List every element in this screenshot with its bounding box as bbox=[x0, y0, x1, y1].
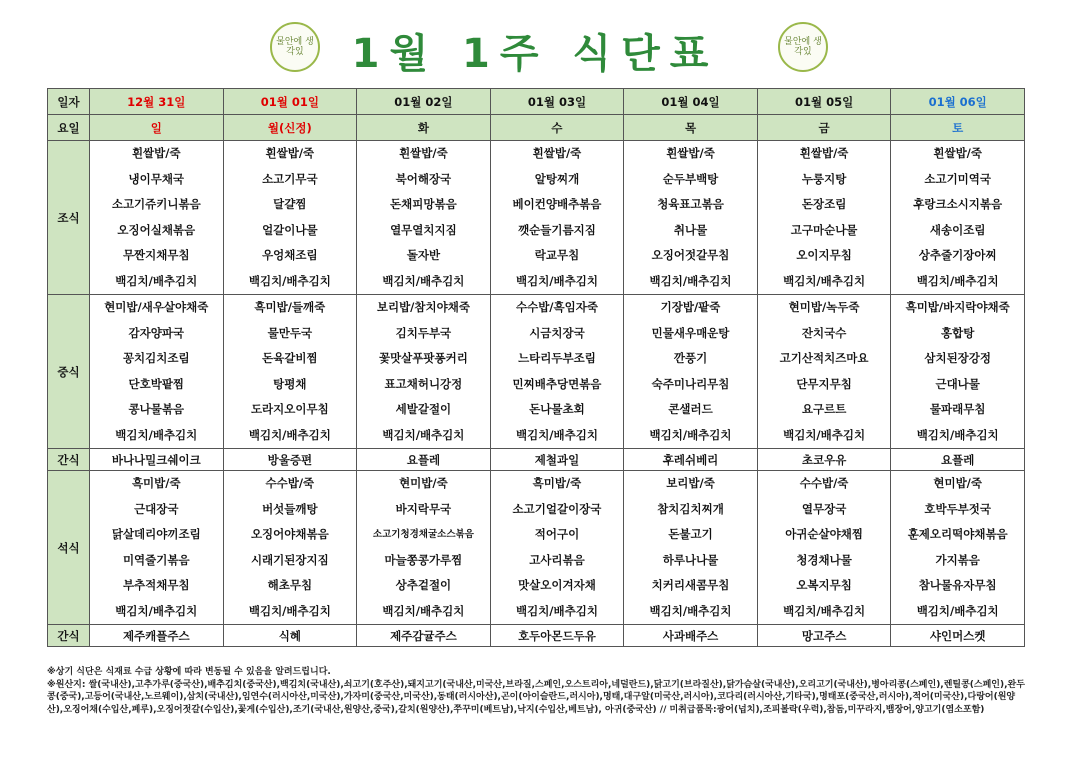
snack-cell: 망고주스 bbox=[757, 625, 891, 647]
lunch-cell bbox=[757, 295, 891, 449]
menu-item: 민물새우매운탕 bbox=[651, 325, 730, 340]
breakfast-cell bbox=[90, 141, 224, 295]
page-title: 1월 1주 식단표 bbox=[351, 31, 719, 77]
menu-item: 열무열치지짐 bbox=[390, 222, 457, 237]
menu-item: 후랑크소시지볶음 bbox=[913, 197, 1003, 211]
menu-item: 청육표고볶음 bbox=[657, 197, 724, 211]
menu-item: 순두부백탕 bbox=[662, 171, 719, 186]
row-header-day: 요일 bbox=[48, 115, 90, 141]
menu-item: 백김치/배추김치 bbox=[783, 273, 866, 288]
menu-item: 시금치장국 bbox=[529, 325, 585, 340]
menu-item: 흰쌀밥/죽 bbox=[399, 146, 448, 160]
menu-item: 돈육갈비찜 bbox=[262, 351, 318, 365]
menu-item: 현미밥/죽 bbox=[399, 476, 448, 490]
menu-item: 훈제오리떡야채볶음 bbox=[907, 527, 1008, 541]
menu-item: 흑미밥/죽 bbox=[131, 476, 181, 490]
menu-item: 오징어젓갈무침 bbox=[651, 248, 730, 262]
menu-item: 고기산적치즈마요 bbox=[779, 351, 869, 365]
menu-item: 백김치/배추김치 bbox=[515, 273, 598, 288]
notes-line-1: ※상기 식단은 식재료 수급 상황에 따라 변동될 수 있음을 알려드립니다. bbox=[47, 667, 331, 677]
menu-item: 돈불고기 bbox=[668, 527, 713, 541]
menu-item: 깐풍기 bbox=[673, 351, 708, 365]
date-cell: 01월 05일 bbox=[757, 89, 891, 115]
menu-item: 참치김치찌개 bbox=[657, 501, 724, 516]
menu-item: 취나물 bbox=[673, 222, 708, 237]
table-row bbox=[48, 625, 1025, 647]
menu-item: 백김치/배추김치 bbox=[916, 427, 999, 442]
snack-cell: 후레쉬베리 bbox=[624, 449, 758, 471]
dinner-cell bbox=[757, 471, 891, 625]
menu-item: 흰쌀밥/죽 bbox=[933, 146, 982, 160]
menu-item: 보리밥/죽 bbox=[666, 476, 715, 490]
menu-item: 누룽지탕 bbox=[801, 171, 847, 186]
menu-item: 흑미밥/죽 bbox=[532, 476, 582, 490]
menu-item: 베이컨양배추볶음 bbox=[512, 197, 602, 211]
dinner-cell bbox=[624, 471, 758, 625]
menu-item: 백김치/배추김치 bbox=[649, 273, 732, 288]
menu-item: 락교무침 bbox=[534, 248, 580, 262]
header bbox=[0, 0, 1070, 86]
weekday-cell: 목 bbox=[624, 115, 758, 141]
menu-item: 호박두부젓국 bbox=[924, 501, 992, 516]
menu-item: 요구르트 bbox=[801, 402, 847, 416]
menu-item: 기장밥/팥죽 bbox=[660, 300, 721, 314]
menu-item: 돈장조림 bbox=[801, 197, 847, 211]
menu-item: 우엉채조림 bbox=[262, 248, 318, 262]
table-row bbox=[48, 471, 1025, 625]
menu-item: 물파래무침 bbox=[929, 402, 986, 416]
snack-cell: 사과배주스 bbox=[624, 625, 758, 647]
date-cell: 01월 06일 bbox=[891, 89, 1025, 115]
row-header-dinner: 석식 bbox=[48, 471, 90, 625]
menu-item: 부추적채무침 bbox=[122, 578, 190, 592]
menu-item: 백김치/배추김치 bbox=[783, 603, 866, 618]
menu-item: 백김치/배추김치 bbox=[115, 273, 198, 288]
lunch-cell bbox=[357, 295, 491, 449]
lunch-cell bbox=[490, 295, 624, 449]
menu-table bbox=[47, 88, 1025, 647]
menu-item: 백김치/배추김치 bbox=[382, 603, 465, 618]
menu-item: 느타리두부조림 bbox=[518, 351, 596, 365]
menu-item: 꽃맛살푸팟퐁커리 bbox=[378, 351, 468, 365]
menu-item: 소고기미역국 bbox=[924, 171, 992, 186]
weekday-cell: 일 bbox=[90, 115, 224, 141]
menu-item: 백김치/배추김치 bbox=[515, 603, 598, 618]
menu-item: 근대장국 bbox=[134, 501, 179, 516]
snack-cell: 제주캐플주스 bbox=[90, 625, 224, 647]
menu-item: 흰쌀밥/죽 bbox=[532, 146, 582, 160]
menu-item: 현미밥/녹두죽 bbox=[788, 300, 860, 314]
menu-item: 콩나물볶음 bbox=[128, 402, 185, 416]
menu-item: 표고채허니강정 bbox=[384, 376, 463, 391]
menu-item: 백김치/배추김치 bbox=[515, 427, 598, 442]
breakfast-cell bbox=[757, 141, 891, 295]
menu-item: 백김치/배추김치 bbox=[248, 427, 331, 442]
menu-item: 근대나물 bbox=[935, 376, 980, 391]
menu-item: 오복지무침 bbox=[796, 578, 852, 592]
menu-item: 참나물유자무침 bbox=[918, 578, 997, 592]
dinner-cell bbox=[90, 471, 224, 625]
logo-right bbox=[778, 22, 828, 72]
menu-item: 현미밥/죽 bbox=[933, 476, 982, 490]
menu-item: 백김치/배추김치 bbox=[382, 273, 465, 288]
menu-item: 백김치/배추김치 bbox=[382, 427, 465, 442]
menu-item: 백김치/배추김치 bbox=[248, 603, 331, 618]
menu-item: 물만두국 bbox=[267, 325, 313, 340]
table-row bbox=[48, 89, 1025, 115]
dinner-cell bbox=[891, 471, 1025, 625]
table-row bbox=[48, 295, 1025, 449]
menu-item: 고구마순나물 bbox=[790, 222, 858, 237]
breakfast-cell bbox=[490, 141, 624, 295]
menu-item: 수수밥/흑임자죽 bbox=[515, 300, 598, 314]
menu-item: 닭살데리야끼조림 bbox=[111, 527, 201, 541]
row-header-lunch: 중식 bbox=[48, 295, 90, 449]
menu-item: 흰쌀밥/죽 bbox=[265, 146, 315, 160]
row-header-date: 일자 bbox=[48, 89, 90, 115]
menu-item: 흑미밥/들깨죽 bbox=[254, 300, 326, 314]
date-cell: 01월 04일 bbox=[624, 89, 758, 115]
menu-item: 마늘쫑콩가루찜 bbox=[384, 552, 463, 567]
menu-item: 흰쌀밥/죽 bbox=[131, 146, 181, 160]
menu-item: 상추줄기장아찌 bbox=[918, 248, 997, 262]
menu-item: 맛살오이겨자채 bbox=[518, 578, 596, 592]
menu-item: 오이지무침 bbox=[796, 248, 852, 262]
logo-text: 물안에 생각있 bbox=[276, 37, 314, 57]
menu-item: 숙주미나리무침 bbox=[651, 376, 730, 391]
snack-cell: 호두아몬드두유 bbox=[490, 625, 624, 647]
menu-item: 콘샐러드 bbox=[668, 402, 713, 416]
dinner-cell bbox=[357, 471, 491, 625]
menu-item: 적어구이 bbox=[534, 527, 580, 541]
menu-item: 소고기무국 bbox=[262, 171, 318, 186]
table-row bbox=[48, 141, 1025, 295]
menu-item: 청경채나물 bbox=[796, 552, 852, 567]
notes-line-2: ※원산지: 쌀(국내산),고추가루(중국산),배추김치(중국산),백김치(국내산),쇠고기(호주산),돼지고기(국내산,미국산,브라질,스페인,오스트리아,네덜란드),닭고기(브라질산),닭가슴살(국내산),오리고기(국내산),병아리콩(스페인),렌틸콩(스페인),완두콩(중국),고등어(국내산,노르웨이),삼치(국내산),임연수(러시아산,미국산),가자미(중국산,미국산),동태(러시아산),곤이(아이슬란드,러시아),명태,대구알(미국산,러시아),코다리(러시아산,기타국),명태포(중국산,러시아),적어(미국산),다랑어(원양산),오징어채(수입산,페루),오징어젓갈(수입산),꽃게(수입산),조기(국내산,원양산,중국),갈치(원양산),쭈꾸미(베트남),낙지(수입산,베트남), 아귀(중국산) // 미취급품목:광어(넙치),조피볼락(우럭),참돔,미꾸라지,뱀장어,양고기(염소포함) bbox=[47, 679, 1025, 715]
row-header-breakfast: 조식 bbox=[48, 141, 90, 295]
breakfast-cell bbox=[223, 141, 357, 295]
snack-cell: 요플레 bbox=[891, 449, 1025, 471]
menu-item: 해초무침 bbox=[267, 578, 313, 592]
menu-item: 흰쌀밥/죽 bbox=[799, 146, 849, 160]
menu-item: 냉이무채국 bbox=[128, 171, 185, 186]
menu-item: 보리밥/참치야채죽 bbox=[376, 300, 470, 314]
menu-item: 무짠지채무침 bbox=[122, 248, 190, 262]
date-cell: 01월 01일 bbox=[223, 89, 357, 115]
menu-item: 백김치/배추김치 bbox=[783, 427, 866, 442]
lunch-cell bbox=[624, 295, 758, 449]
table-row bbox=[48, 449, 1025, 471]
snack-cell: 샤인머스켓 bbox=[891, 625, 1025, 647]
breakfast-cell bbox=[891, 141, 1025, 295]
menu-item: 미역줄기볶음 bbox=[122, 552, 190, 567]
menu-item: 백김치/배추김치 bbox=[248, 273, 331, 288]
menu-item: 하루나나물 bbox=[662, 552, 719, 567]
row-header-snack: 간식 bbox=[48, 625, 90, 647]
menu-item: 버섯들깨탕 bbox=[262, 501, 318, 516]
menu-item: 꽁치김치조림 bbox=[122, 351, 190, 365]
weekday-cell: 화 bbox=[357, 115, 491, 141]
menu-item: 감자양파국 bbox=[128, 325, 185, 340]
snack-cell: 바나나밀크쉐이크 bbox=[90, 449, 224, 471]
weekday-cell: 월(신정) bbox=[223, 115, 357, 141]
date-cell: 12월 31일 bbox=[90, 89, 224, 115]
dinner-cell bbox=[223, 471, 357, 625]
menu-item: 단무지무침 bbox=[796, 376, 852, 391]
lunch-cell bbox=[223, 295, 357, 449]
notes bbox=[47, 666, 1027, 716]
menu-item: 고사리볶음 bbox=[529, 552, 585, 567]
menu-item: 김치두부국 bbox=[395, 325, 452, 340]
menu-item: 알탕찌개 bbox=[534, 171, 580, 186]
breakfast-cell bbox=[624, 141, 758, 295]
menu-item: 오징어실채볶음 bbox=[117, 222, 196, 237]
menu-item: 돈나물초회 bbox=[529, 402, 585, 416]
menu-item: 달걀찜 bbox=[273, 197, 307, 211]
menu-item: 세발갈절이 bbox=[395, 402, 452, 416]
menu-item: 아귀순살야채찜 bbox=[785, 527, 863, 541]
menu-item: 흰쌀밥/죽 bbox=[666, 146, 715, 160]
date-cell: 01월 02일 bbox=[357, 89, 491, 115]
menu-item: 흑미밥/바지락야채죽 bbox=[905, 300, 1010, 314]
menu-item: 잔치국수 bbox=[801, 325, 847, 340]
snack-cell: 식혜 bbox=[223, 625, 357, 647]
weekday-cell: 금 bbox=[757, 115, 891, 141]
menu-item: 가지볶음 bbox=[935, 552, 980, 567]
menu-item: 시래기된장지짐 bbox=[250, 552, 329, 567]
menu-item: 돌자반 bbox=[406, 248, 441, 262]
menu-item: 백김치/배추김치 bbox=[649, 427, 732, 442]
menu-item: 단호박팥찜 bbox=[128, 376, 185, 391]
menu-item: 백김치/배추김치 bbox=[649, 603, 732, 618]
menu-item: 백김치/배추김치 bbox=[115, 603, 198, 618]
menu-item: 탕평채 bbox=[273, 376, 307, 391]
menu-item: 현미밥/새우살야채죽 bbox=[104, 300, 209, 314]
menu-item: 깻순들기름지짐 bbox=[518, 222, 596, 237]
menu-item: 오징어야채볶음 bbox=[250, 527, 329, 541]
snack-cell: 제주감귤주스 bbox=[357, 625, 491, 647]
menu-item: 민찌배추당면볶음 bbox=[512, 376, 602, 391]
menu-item: 북어해장국 bbox=[395, 171, 452, 186]
menu-item: 홍합탕 bbox=[941, 325, 975, 340]
menu-item: 소고기청경채굴소스볶음 bbox=[372, 529, 474, 540]
weekday-cell: 토 bbox=[891, 115, 1025, 141]
menu-item: 수수밥/죽 bbox=[265, 476, 315, 490]
menu-item: 백김치/배추김치 bbox=[115, 427, 198, 442]
row-header-snack: 간식 bbox=[48, 449, 90, 471]
menu-item: 삼치된장강정 bbox=[924, 351, 992, 365]
menu-item: 수수밥/죽 bbox=[799, 476, 849, 490]
lunch-cell bbox=[90, 295, 224, 449]
menu-item: 바지락무국 bbox=[395, 501, 452, 516]
snack-cell: 요플레 bbox=[357, 449, 491, 471]
menu-item: 소고기쥬키니볶음 bbox=[111, 197, 201, 211]
menu-item: 열무장국 bbox=[801, 501, 847, 516]
weekday-cell: 수 bbox=[490, 115, 624, 141]
menu-item: 백김치/배추김치 bbox=[916, 273, 999, 288]
date-cell: 01월 03일 bbox=[490, 89, 624, 115]
table-row bbox=[48, 115, 1025, 141]
menu-item: 도라지오이무침 bbox=[250, 402, 329, 416]
menu-item: 상추겉절이 bbox=[395, 578, 452, 592]
menu-item: 새송이조림 bbox=[929, 222, 986, 237]
menu-item: 돈채피망볶음 bbox=[390, 197, 457, 211]
snack-cell: 제철과일 bbox=[490, 449, 624, 471]
menu-item: 소고기얼갈이장국 bbox=[512, 501, 602, 516]
menu-item: 얼갈이나물 bbox=[262, 222, 318, 237]
breakfast-cell bbox=[357, 141, 491, 295]
dinner-cell bbox=[490, 471, 624, 625]
menu-item: 백김치/배추김치 bbox=[916, 603, 999, 618]
snack-cell: 방울증편 bbox=[223, 449, 357, 471]
snack-cell: 초코우유 bbox=[757, 449, 891, 471]
lunch-cell bbox=[891, 295, 1025, 449]
menu-item: 치커리새콤무침 bbox=[651, 578, 730, 592]
logo-text: 물안에 생각있 bbox=[784, 37, 822, 57]
